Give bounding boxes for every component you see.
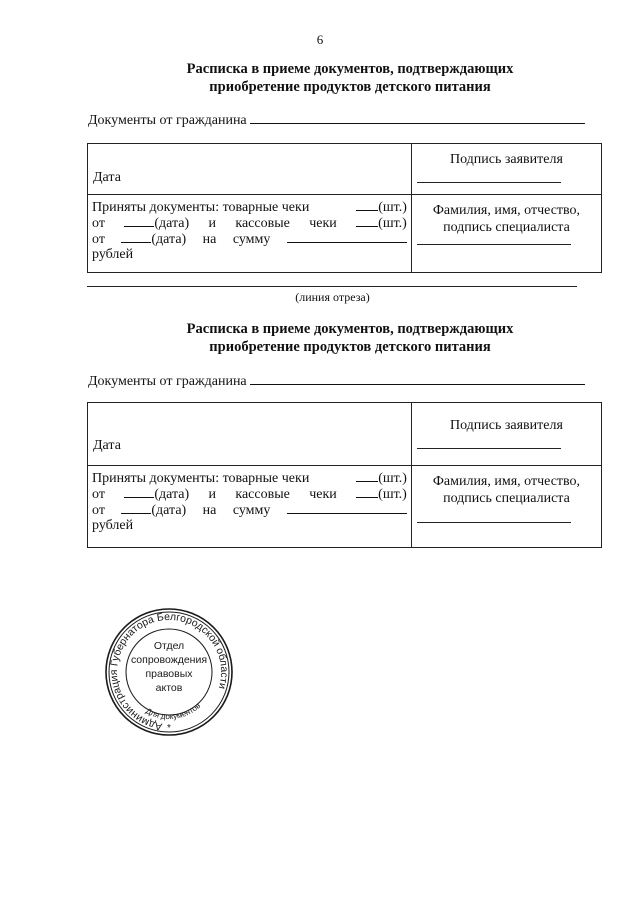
receipt-2-row3-on: на — [202, 503, 217, 518]
receipt-2-applicant-signature-label: Подпись заявителя — [449, 418, 563, 433]
stamp-center-line2: сопровождения — [130, 654, 208, 666]
receipt-1-title-line2: приобретение продуктов детского питания — [209, 79, 491, 95]
receipt-1-applicant-signature-cell[interactable] — [411, 144, 601, 195]
receipt-1-row3-sum: сумму — [232, 232, 271, 247]
receipt-2-specialist-cell[interactable] — [411, 466, 601, 548]
receipt-1-row3-date: (дата) — [151, 232, 187, 247]
receipt-2-row2-unit: (шт.) — [378, 487, 407, 502]
cut-line — [87, 286, 577, 287]
receipt-1-specialist-label — [412, 195, 601, 236]
receipt-1-accepted-row1-text: Приняты документы: товарные чеки — [92, 200, 310, 215]
receipt-2-accepted-row1-text: Приняты документы: товарные чеки — [92, 471, 310, 486]
receipt-1-row2-and: и — [208, 216, 216, 231]
receipt-2-accepted-row2 — [92, 486, 407, 502]
receipt-1-row4-rubles: рублей — [92, 247, 134, 262]
receipt-2-table — [87, 402, 602, 548]
receipt-2-specialist-label — [412, 466, 601, 507]
receipt-1-sum-field[interactable] — [287, 231, 407, 243]
receipt-2-sum-field[interactable] — [287, 502, 407, 514]
receipt-2-cash-count-field[interactable] — [356, 486, 378, 498]
stamp-seal-icon — [103, 603, 235, 741]
receipt-2-applicant-signature-cell[interactable] — [411, 403, 601, 466]
receipt-2-specialist-line2: подпись специалиста — [443, 491, 570, 506]
receipt-2-title-line1: Расписка в приеме документов, подтверждающих — [186, 321, 514, 337]
page-number: 6 — [316, 32, 324, 47]
receipt-1-date-cell[interactable] — [88, 144, 412, 195]
receipt-2-date-label: Дата — [93, 438, 121, 453]
receipt-1-specialist-line1: Фамилия, имя, отчество, — [432, 203, 581, 218]
receipt-2-accepted-row1-unit: (шт.) — [378, 471, 407, 486]
receipt-1-accepted-row2 — [92, 215, 407, 231]
receipt-2-row2-cash: кассовые — [235, 487, 290, 502]
receipt-1-docs-from-label: Документы от гражданина — [88, 113, 247, 128]
receipt-1-applicant-signature-line — [417, 182, 561, 183]
receipt-2-docs-from-label: Документы от гражданина — [88, 374, 247, 389]
receipt-1-row2-unit: (шт.) — [378, 216, 407, 231]
receipt-2-title-line2: приобретение продуктов детского питания — [209, 339, 491, 355]
receipt-2-row4-rubles: рублей — [92, 518, 134, 533]
receipt-2-citizen-name-field[interactable] — [250, 373, 585, 385]
receipt-2-row3-from: от — [92, 503, 105, 518]
receipt-1-row2-from: от — [92, 216, 105, 231]
receipt-2-date-cell[interactable] — [88, 403, 412, 466]
receipt-1-title — [120, 60, 580, 96]
stamp-center-line4: актов — [155, 682, 183, 694]
stamp-center-line1: Отдел — [153, 640, 185, 652]
receipt-2-cash-date-field[interactable] — [121, 502, 151, 514]
receipt-1-specialist-cell[interactable] — [411, 195, 601, 273]
receipt-1-accepted-cell — [88, 195, 412, 273]
receipt-1-specialist-signature-line — [417, 244, 571, 245]
receipt-1-row2-date: (дата) — [154, 216, 190, 231]
receipt-1-docs-from — [88, 112, 585, 129]
receipt-1-row2-cash: кассовые — [235, 216, 290, 231]
receipt-1-table — [87, 143, 602, 273]
receipt-2-receipts-count-field[interactable] — [356, 470, 378, 482]
receipt-1-citizen-name-field[interactable] — [250, 112, 585, 124]
receipt-2-specialist-signature-line — [417, 522, 571, 523]
receipt-1-specialist-line2: подпись специалиста — [443, 220, 570, 235]
receipt-2-accepted-row1 — [92, 470, 407, 486]
receipt-2-docs-from — [88, 373, 585, 390]
receipt-2-specialist-line1: Фамилия, имя, отчество, — [432, 474, 581, 489]
receipt-1-receipts-count-field[interactable] — [356, 199, 378, 211]
stamp-star-icon: * — [167, 723, 171, 734]
receipt-2-row3-date: (дата) — [151, 503, 187, 518]
receipt-1-row3-from: от — [92, 232, 105, 247]
receipt-2-receipts-date-field[interactable] — [124, 486, 154, 498]
stamp-center-line3: правовых — [145, 668, 193, 680]
stamp-ring-text: Администрация Губернатора Белгородской области — [108, 610, 231, 733]
receipt-1-receipts-date-field[interactable] — [124, 215, 154, 227]
stamp-bottom-text: Для документов — [144, 701, 203, 722]
receipt-2-row2-from: от — [92, 487, 105, 502]
receipt-2-accepted-cell — [88, 466, 412, 548]
receipt-1-title-line1: Расписка в приеме документов, подтверждающих — [186, 61, 514, 77]
receipt-2-title — [120, 320, 580, 356]
receipt-2-accepted-row4 — [92, 518, 407, 535]
official-stamp — [103, 603, 235, 741]
receipt-1-accepted-row3 — [92, 231, 407, 247]
receipt-2-accepted-row3 — [92, 502, 407, 518]
receipt-2-row2-and: и — [208, 487, 216, 502]
receipt-1-accepted-row1-unit: (шт.) — [378, 200, 407, 215]
receipt-1-applicant-signature-label: Подпись заявителя — [449, 152, 563, 167]
receipt-1-row2-checks: чеки — [309, 216, 337, 231]
receipt-1-row3-on: на — [202, 232, 217, 247]
receipt-1-accepted-row1 — [92, 199, 407, 215]
receipt-1-cash-date-field[interactable] — [121, 231, 151, 243]
receipt-2-row2-date: (дата) — [154, 487, 190, 502]
receipt-2-row2-checks: чеки — [309, 487, 337, 502]
receipt-1-accepted-row4 — [92, 247, 407, 264]
receipt-1-cash-count-field[interactable] — [356, 215, 378, 227]
receipt-2-applicant-signature-line — [417, 448, 561, 449]
receipt-1-date-label: Дата — [93, 170, 121, 185]
receipt-2-row3-sum: сумму — [232, 503, 271, 518]
cut-line-label: (линия отреза) — [295, 290, 370, 304]
